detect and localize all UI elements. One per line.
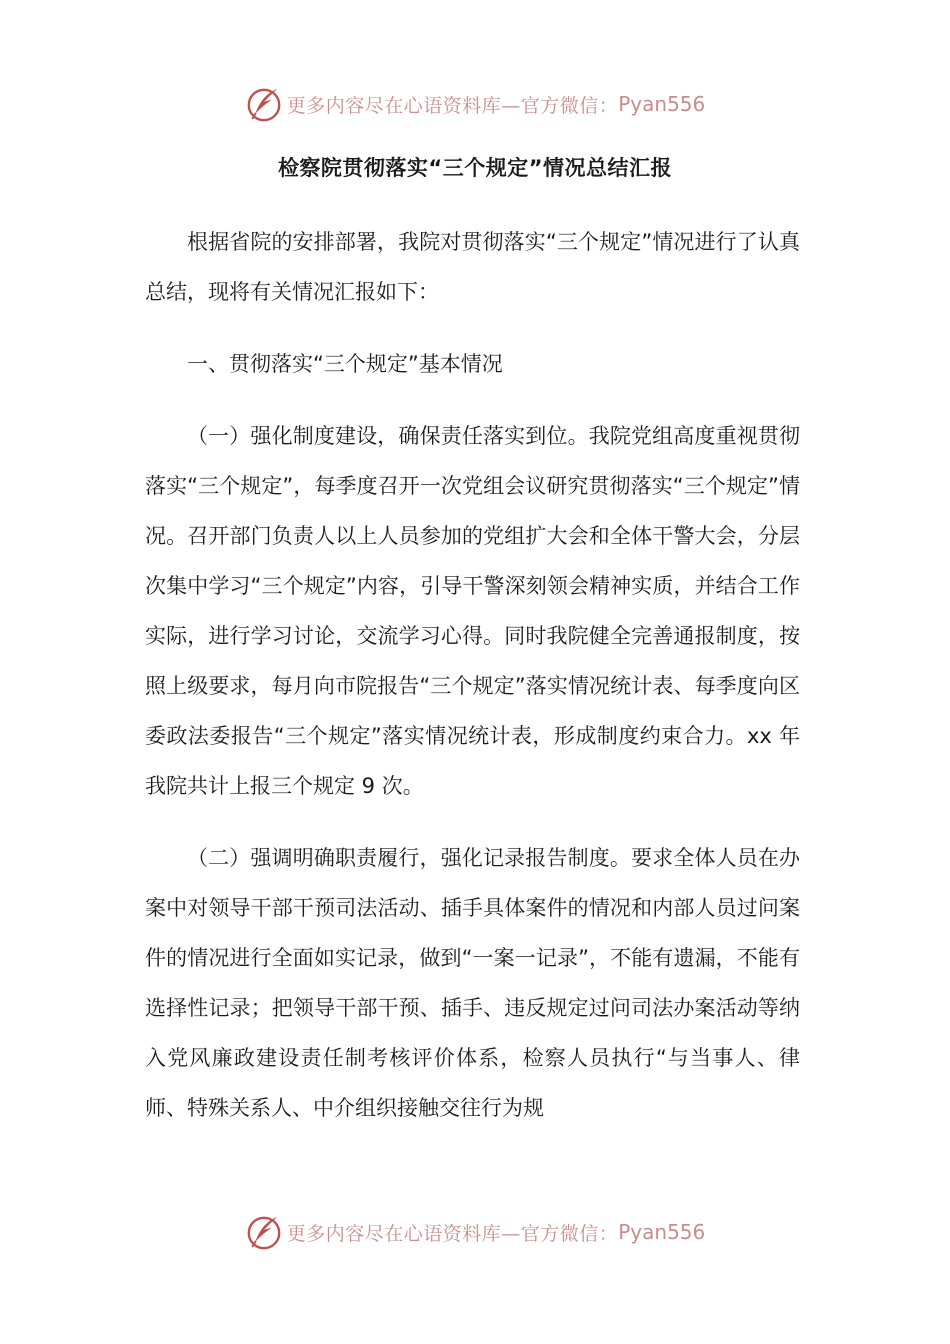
body-paragraph: （二）强调明确职责履行，强化记录报告制度。要求全体人员在办案中对领导干部干预司法活动、插手具体案件的情况和内部人员过问案件的情况进行全面如实记录，做到“一案一记录”，不能有遗漏，不能有选择性记录；把领导干部干预、插手、违反规定过问司法办案活动等纳入党风廉政建设责任制考核评价体系，检察人员执行“与当事人、律师、特殊关系人、中介组织接触交往行为规 [145, 846, 800, 1120]
watermark-header [0, 82, 950, 126]
watermark-footer [0, 1210, 950, 1254]
intro-paragraph: 根据省院的安排部署，我院对贯彻落实“三个规定”情况进行了认真总结，现将有关情况汇报如下： [145, 230, 800, 304]
quill-pen-icon [245, 1213, 283, 1251]
watermark-wechat-id: Pyan556 [618, 92, 706, 116]
document-title: 检察院贯彻落实“三个规定”情况总结汇报 [277, 156, 673, 180]
document-body [145, 217, 800, 1133]
section-heading: 一、贯彻落实“三个规定”基本情况 [187, 352, 503, 376]
watermark-text: 更多内容尽在心语资料库—官方微信： [286, 94, 619, 117]
watermark-text: 更多内容尽在心语资料库—官方微信： [286, 1222, 619, 1245]
body-paragraph: （一）强化制度建设，确保责任落实到位。我院党组高度重视贯彻落实“三个规定”，每季度召开一次党组会议研究贯彻落实“三个规定”情况。召开部门负责人以上人员参加的党组扩大会和全体干警大会，分层次集中学习“三个规定”内容，引导干警深刻领会精神实质，并结合工作实际，进行学习讨论，交流学习心得。同时我院健全完善通报制度，按照上级要求，每月向市院报告“三个规定”落实情况统计表、每季度向区委政法委报告“三个规定”落实情况统计表，形成制度约束合力。xx 年我院共计上报三个规定 9 次。 [145, 424, 800, 798]
watermark-wechat-id: Pyan556 [618, 1220, 706, 1244]
quill-pen-icon [245, 85, 283, 123]
